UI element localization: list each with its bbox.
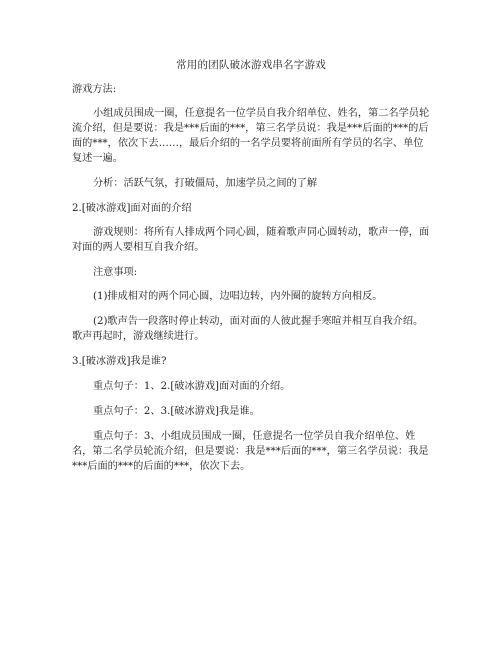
note-item-1: (1)排成相对的两个同心圆，边唱边转，内外圈的旋转方向相反。 [93,291,383,302]
document-body [72,58,430,484]
document-title: 常用的团队破冰游戏串名字游戏 [176,59,326,71]
key-sentence-1: 重点句子：1、2.[破冰游戏]面对面的介绍。 [93,381,291,392]
paragraph-game-method: 小组成员围成一圈，任意提名一位学员自我介绍单位、姓名，第二名学员轮流介绍，但是要说：我是***后面的***，第三名学员说：我是***后面的***的后面的***，依次下去……，最后介绍的一名学员要将前面所有学员的名字、单位复述一遍。 [72,108,430,164]
key-sentence-3: 重点句子：3、小组成员围成一圈，任意提名一位学员自我介绍单位、姓名，第二名学员轮流介绍，但是要说：我是***后面的***，第三名学员说：我是***后面的***的后面的***，依次下去。 [72,431,429,472]
section-label-notes: 注意事项: [93,267,138,278]
section-heading-who-am-i: 3.[破冰游戏]我是谁? [72,356,167,367]
key-sentence-2: 重点句子：2、3.[破冰游戏]我是谁。 [93,406,260,417]
note-item-2: (2)歌声告一段落时停止转动，面对面的人彼此握手寒暄并相互自我介绍。歌声再起时，游戏继续进行。 [72,316,424,342]
paragraph-game-rules: 游戏规则：将所有人排成两个同心圆，随着歌声同心圆转动，歌声一停，面对面的两人要相互自我介绍。 [72,227,430,253]
section-label-game-method: 游戏方法: [72,84,117,95]
paragraph-analysis: 分析：活跃气氛，打破僵局，加速学员之间的了解 [93,178,318,189]
section-heading-face-to-face: 2.[破冰游戏]面对面的介绍 [72,203,192,214]
